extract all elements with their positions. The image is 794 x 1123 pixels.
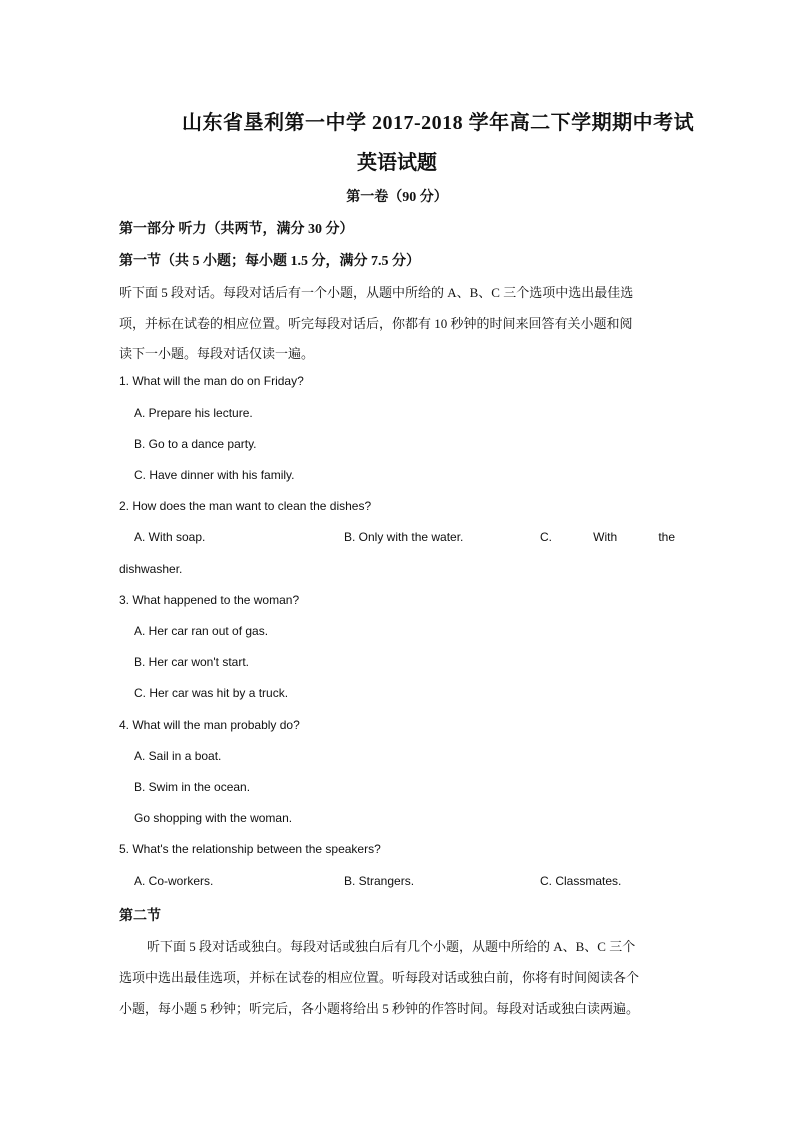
section2-instruction-line: 选项中选出最佳选项，并标在试卷的相应位置。听每段对话或独白前，你将有时间阅读各个 xyxy=(119,970,640,985)
question-option: A. With soap. xyxy=(134,530,206,544)
section2-heading: 第二节 xyxy=(119,909,161,924)
question-option: dishwasher. xyxy=(119,562,183,576)
section1-heading: 第一节（共 5 小题；每小题 1.5 分，满分 7.5 分） xyxy=(119,254,420,269)
instruction-line: 项，并标在试卷的相应位置。听完每段对话后，你都有 10 秒钟的时间来回答有关小题和阅 xyxy=(119,316,633,331)
question-stem: 2. How does the man want to clean the dishes? xyxy=(119,499,372,513)
question-option: A. Co-workers. xyxy=(134,874,214,888)
question-option: C. Classmates. xyxy=(540,874,622,888)
instruction-line: 读下一小题。每段对话仅读一遍。 xyxy=(119,346,315,361)
question-stem: 5. What's the relationship between the speakers? xyxy=(119,842,381,856)
part1-heading: 第一部分 听力（共两节，满分 30 分） xyxy=(119,222,354,237)
volume-heading: 第一卷（90 分） xyxy=(346,190,448,205)
question-options-row xyxy=(134,530,675,544)
exam-subtitle: 英语试题 xyxy=(357,152,437,174)
question-option: A. Prepare his lecture. xyxy=(134,406,253,420)
question-stem: 1. What will the man do on Friday? xyxy=(119,374,304,388)
question-option: B. Strangers. xyxy=(344,874,415,888)
instruction-line: 听下面 5 段对话。每段对话后有一个小题，从题中所给的 A、B、C 三个选项中选出最佳选 xyxy=(119,285,634,300)
question-stem: 4. What will the man probably do? xyxy=(119,718,300,732)
question-option: B. Swim in the ocean. xyxy=(134,780,251,794)
question-option: A. Sail in a boat. xyxy=(134,749,222,763)
section2-instruction-line: 听下面 5 段对话或独白。每段对话或独白后有几个小题，从题中所给的 A、B、C 三个 xyxy=(147,939,636,954)
question-option: B. Go to a dance party. xyxy=(134,437,257,451)
question-option: With xyxy=(593,530,618,544)
question-option: Go shopping with the woman. xyxy=(134,811,293,825)
question-option: the xyxy=(658,530,675,544)
question-option: C. Have dinner with his family. xyxy=(134,468,295,482)
question-option: B. Her car won't start. xyxy=(134,655,249,669)
question-option: B. Only with the water. xyxy=(344,530,464,544)
question-option: C. Her car was hit by a truck. xyxy=(134,686,289,700)
question-stem: 3. What happened to the woman? xyxy=(119,593,300,607)
question-options-row xyxy=(134,874,675,888)
exam-title: 山东省垦利第一中学 2017-2018 学年高二下学期期中考试 xyxy=(182,112,695,134)
question-option: C. xyxy=(540,530,552,544)
section2-instruction-line: 小题，每小题 5 秒钟；听完后，各小题将给出 5 秒钟的作答时间。每段对话或独白读两遍。 xyxy=(119,1001,640,1016)
question-option: A. Her car ran out of gas. xyxy=(134,624,269,638)
